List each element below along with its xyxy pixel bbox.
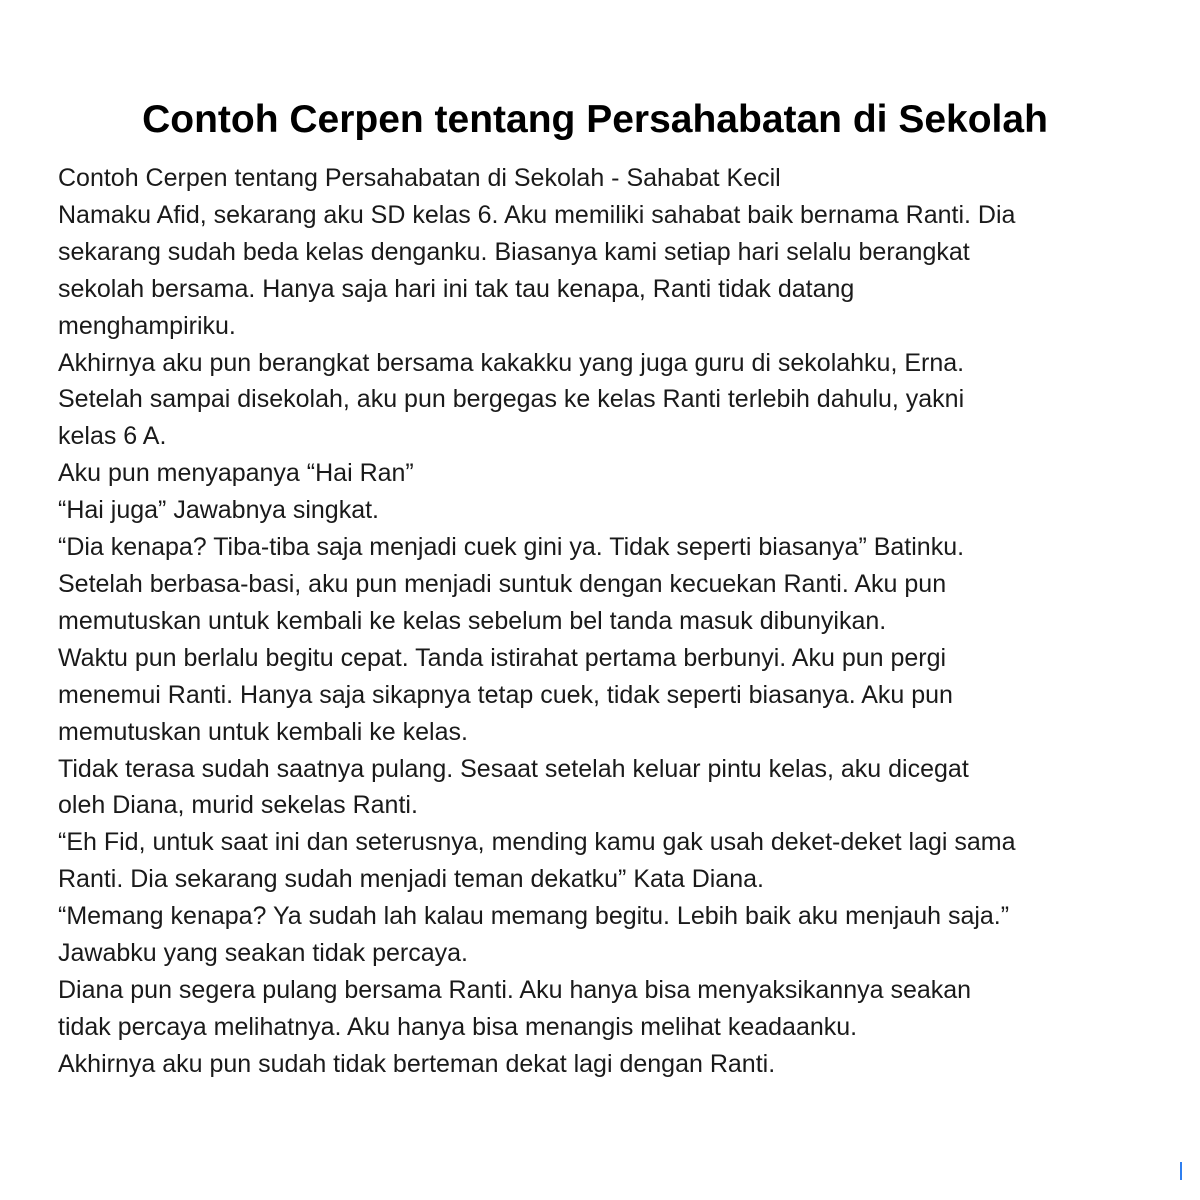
text-line: “Hai juga” Jawabnya singkat. [58,496,379,525]
text-line: Setelah berbasa-basi, aku pun menjadi suntuk dengan kecuekan Ranti. Aku pun [58,569,947,598]
text-line: Waktu pun berlalu begitu cepat. Tanda istirahat pertama berbunyi. Aku pun pergi [58,643,947,672]
text-cursor-mark [1180,1162,1182,1180]
text-line: Akhirnya aku pun sudah tidak berteman dekat lagi dengan Ranti. [58,1049,776,1078]
text-line: Tidak terasa sudah saatnya pulang. Sesaat setelah keluar pintu kelas, aku dicegat [58,754,969,783]
text-line: Akhirnya aku pun berangkat bersama kakakku yang juga guru di sekolahku, Erna. [58,348,965,377]
text-line: memutuskan untuk kembali ke kelas sebelum bel tanda masuk dibunyikan. [58,606,887,635]
text-line: sekarang sudah beda kelas denganku. Biasanya kami setiap hari selalu berangkat [58,237,970,266]
text-line: “Eh Fid, untuk saat ini dan seterusnya, mending kamu gak usah deket-deket lagi sama [58,828,1016,857]
text-line: Namaku Afid, sekarang aku SD kelas 6. Aku memiliki sahabat baik bernama Ranti. Dia [58,200,1016,229]
text-line: sekolah bersama. Hanya saja hari ini tak tau kenapa, Ranti tidak datang [58,274,855,303]
text-line: oleh Diana, murid sekelas Ranti. [58,791,418,820]
text-line: “Memang kenapa? Ya sudah lah kalau memang begitu. Lebih baik aku menjauh saja.” [58,902,1010,931]
text-line: kelas 6 A. [58,422,167,451]
text-line: memutuskan untuk kembali ke kelas. [58,717,468,746]
text-line: tidak percaya melihatnya. Aku hanya bisa menangis melihat keadaanku. [58,1012,858,1041]
text-line: Contoh Cerpen tentang Persahabatan di Sekolah - Sahabat Kecil [58,164,781,192]
text-line: Ranti. Dia sekarang sudah menjadi teman dekatku” Kata Diana. [58,865,764,894]
text-line: Aku pun menyapanya “Hai Ran” [58,459,414,488]
page-title: Contoh Cerpen tentang Persahabatan di Sekolah [142,98,1048,142]
text-line: menemui Ranti. Hanya saja sikapnya tetap cuek, tidak seperti biasanya. Aku pun [58,680,953,709]
text-line: menghampiriku. [58,311,236,340]
story-body [58,160,1178,1083]
text-line: Diana pun segera pulang bersama Ranti. Aku hanya bisa menyaksikannya seakan [58,975,972,1004]
text-line: “Dia kenapa? Tiba-tiba saja menjadi cuek gini ya. Tidak seperti biasanya” Batinku. [58,533,965,562]
text-line: Jawabku yang seakan tidak percaya. [58,939,468,968]
text-line: Setelah sampai disekolah, aku pun bergegas ke kelas Ranti terlebih dahulu, yakni [58,385,965,414]
